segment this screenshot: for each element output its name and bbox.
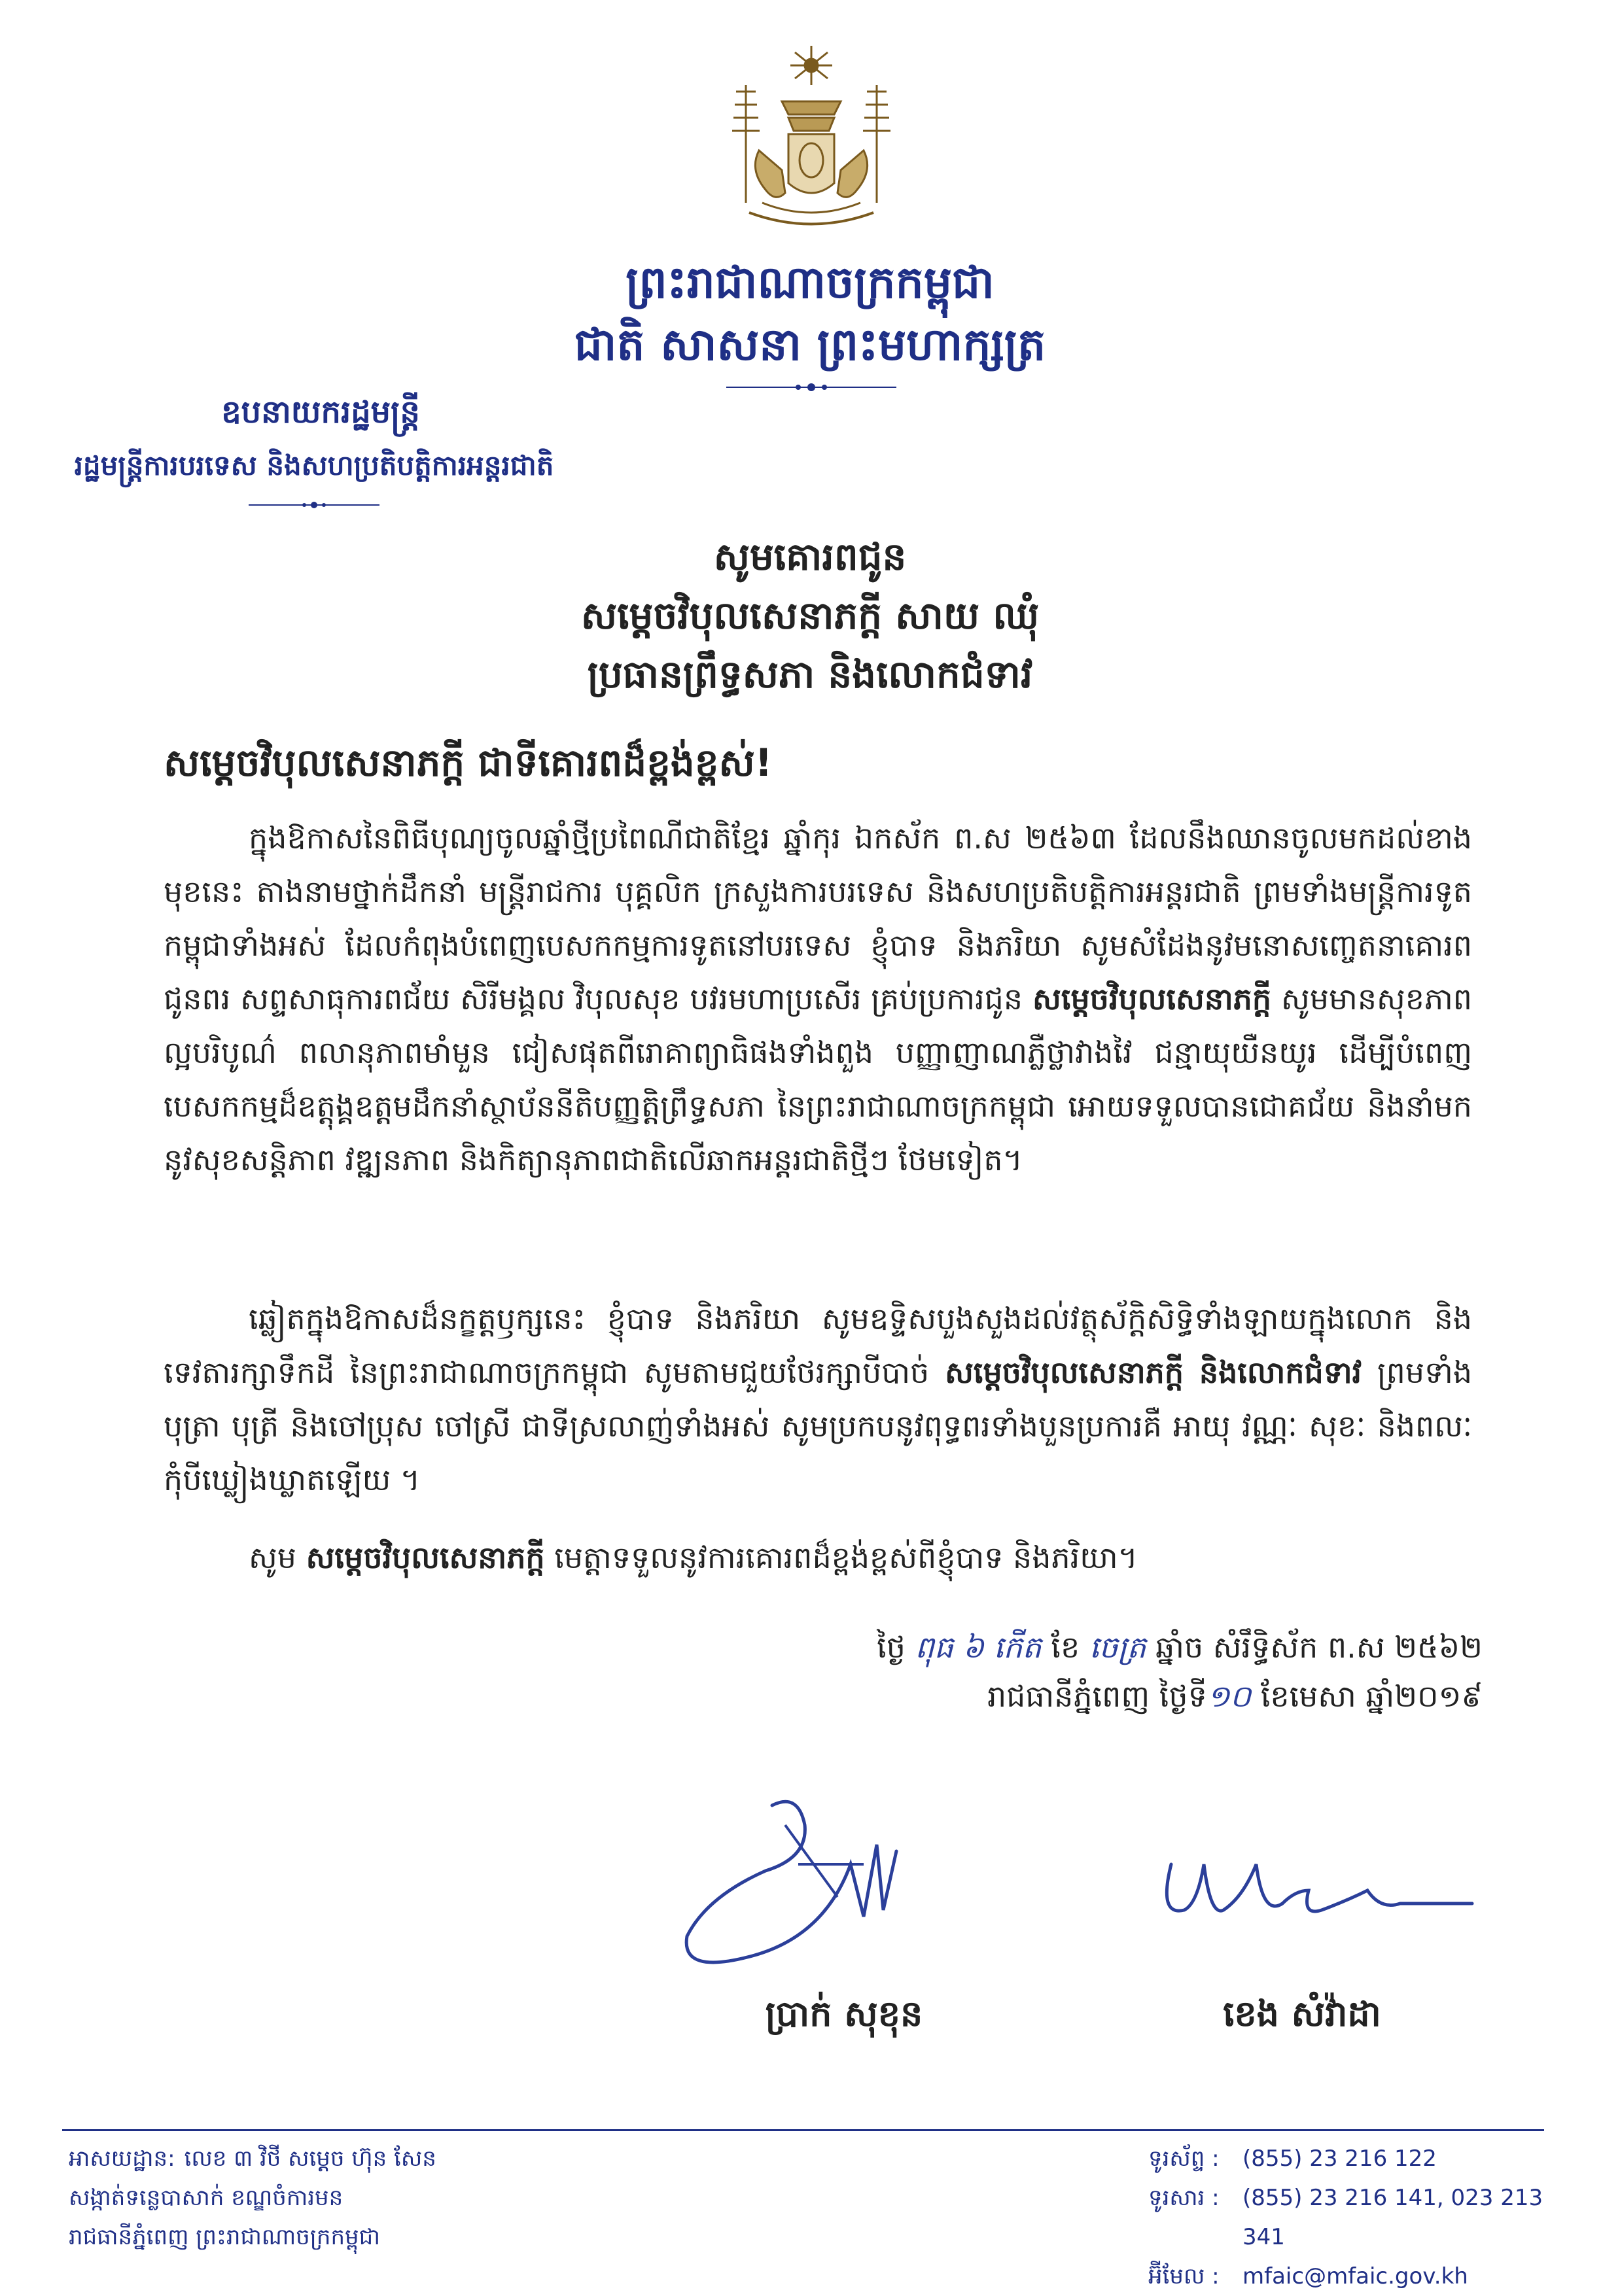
date-month-label: ខែ	[1051, 1629, 1080, 1665]
place-date-prefix: រាជធានីភ្នំពេញ ថ្ងៃទី	[987, 1679, 1207, 1714]
p1-text-a: ក្នុងឱកាសនៃពិធីបុណ្យចូលឆ្នាំថ្មីប្រពៃណីជាតិខ្មែរ ឆ្នាំកុរ ឯកស័ក ព.ស ២៥៦៣ ដែលនឹងឈានចូលមកដល់ខាងមុខនេះ តាងនាមថ្នាក់ដឹកនាំ មន្ត្រីរាជការ បុគ្គលិក ក្រសួងការបរទេស និងសហប្រតិបត្តិការអន្តរជាតិ ព្រមទាំងមន្ត្រីការទូតកម្ពុជាទាំងអស់ ដែលកំពុងបំពេញបេសកកម្មការទូតនៅបរទេស ខ្ញុំបាទ និងភរិយា សូមសំដែងនូវមនោសញ្ចេតនាគោរពជូនពរ សព្ទសាធុការពជ័យ សិរីមង្គល វិបុលសុខ បវរមហាប្រសើរ គ្រប់ប្រការជូន	[164, 820, 1472, 1017]
signature-left	[667, 1786, 942, 1982]
salutation: សម្តេចវិបុលសេនាភក្តី ជាទីគោរពដ៏ខ្ពង់ខ្ពស់!	[164, 740, 773, 785]
email-link[interactable]: mfaic@mfaic.gov.kh	[1242, 2263, 1468, 2289]
divider-ornament-small	[249, 497, 379, 513]
address-line-1: លេខ ៣ វិថី សម្តេច ហ៊ុន សែន	[184, 2146, 436, 2172]
signatory-right-name: ខេង សំវ៉ាដា	[1223, 1993, 1381, 2034]
addressee-name: សម្តេចវិបុលសេនាភក្តី សាយ ឈុំ	[580, 593, 1040, 638]
p2-emphasis-1: សម្តេចវិបុលសេនាភក្តី	[945, 1355, 1184, 1390]
date-handwritten-month: ចេត្រ	[1089, 1629, 1146, 1665]
p1-emphasis: សម្តេចវិបុលសេនាភក្តី	[1032, 981, 1272, 1017]
address-label: អាសយដ្ឋាន:	[69, 2146, 175, 2172]
phone-value: (855) 23 216 122	[1242, 2146, 1437, 2172]
place-date-suffix: ខែមេសា ឆ្នាំ២០១៩	[1260, 1679, 1483, 1714]
addressee-title: ប្រធានព្រឹទ្ធសភា និងលោកជំទាវ	[587, 652, 1033, 697]
fax-value: (855) 23 216 141, 023 213 341	[1242, 2185, 1543, 2250]
national-motto: ជាតិ សាសនា ព្រះមហាក្សត្រ	[574, 319, 1046, 371]
p1-text-b: សូមមានសុខភាពល្អបរិបូណ៌ ពលានុភាពមាំមួន ជៀសផុតពីរោគាព្យាធិផងទាំងពួង បញ្ញាញាណភ្លឺថ្លាវាងវៃ ជន្មាយុយឺនយូរ ដើម្បីបំពេញបេសកកម្មដ៏ឧត្តុង្គឧត្តមដឹកនាំស្ថាប័ននីតិបញ្ញត្តិព្រឹទ្ធសភា នៃព្រះរាជាណាចក្រកម្ពុជា អោយទទួលបានជោគជ័យ និងនាំមកនូវសុខសន្តិភាព វឌ្ឍនភាព និងកិត្យានុភាពជាតិលើឆាកអន្តរជាតិថ្មីៗ ថែមទៀត។	[164, 981, 1473, 1177]
addressee-greeting: សូមគោរពជូន	[713, 534, 907, 579]
lunar-date	[877, 1629, 1483, 1673]
phone-label: ទូរស័ព្ទ :	[1148, 2146, 1220, 2172]
footer-address	[69, 2139, 723, 2257]
p2-text-b: ព្រមទាំងបុត្រា បុត្រី និងចៅប្រុស ចៅស្រី ជាទីស្រលាញ់ទាំងអស់ សូមប្រកបនូវពុទ្ធពរទាំងបួនប្រការគឺ អាយុ វណ្ណៈ សុខៈ និងពលៈ កុំបីឃ្លៀងឃ្លាតឡើយ ។	[164, 1355, 1473, 1497]
date-prefix: ថ្ងៃ	[877, 1629, 906, 1665]
signatory-left-name: ប្រាក់ សុខុន	[765, 1993, 923, 2034]
p2-mid: និង	[1199, 1355, 1238, 1390]
solar-date	[987, 1678, 1483, 1722]
p3-emphasis: សម្តេចវិបុលសេនាភក្តី	[306, 1540, 545, 1575]
kingdom-name: ព្រះរាជាណាចក្រកម្ពុជា	[625, 257, 995, 309]
email-label: អ៊ីមែល :	[1148, 2263, 1220, 2289]
p2-emphasis-2: លោកជំទាវ	[1237, 1355, 1362, 1390]
ministry-title: រដ្ឋមន្ត្រីការបរទេស និងសហប្រតិបត្តិការអន្តរជាតិ	[74, 449, 554, 481]
date-year: ឆ្នាំច សំរឹទ្ធិស័ក ព.ស ២៥៦២	[1155, 1629, 1483, 1665]
signature-right	[1152, 1838, 1479, 1936]
address-line-3: រាជធានីភ្នំពេញ ព្រះរាជាណាចក្រកម្ពុជា	[69, 2224, 380, 2250]
p2-text-a: ឆ្លៀតក្នុងឱកាសដ៏នក្ខត្តឫក្សនេះ ខ្ញុំបាទ និងភរិយា សូមឧទ្ទិសបួងសួងដល់វត្ថុស័ក្តិសិទ្ធិទាំងឡាយក្នុងលោក និងទេវតារក្សាទឹកដី នៃព្រះរាជាណាចក្រកម្ពុជា សូមតាមជួយថែរក្សាបីបាច់	[164, 1301, 1472, 1390]
footer-divider	[62, 2129, 1544, 2131]
date-handwritten-day: ពុធ ៦ កើត	[915, 1629, 1042, 1665]
date-handwritten-number: ១០	[1206, 1679, 1252, 1714]
footer-contacts	[1148, 2139, 1567, 2296]
royal-arms-emblem	[703, 39, 919, 242]
body-paragraph-2	[164, 1292, 1472, 1506]
office-title: ឧបនាយករដ្ឋមន្ត្រី	[221, 394, 420, 430]
body-paragraph-3	[164, 1531, 1472, 1584]
p3-text-b: មេត្តាទទួលនូវការគោរពដ៏ខ្ពង់ខ្ពស់ពីខ្ញុំបាទ និងភរិយា។	[554, 1540, 1138, 1575]
fax-label: ទូរសារ :	[1148, 2185, 1220, 2211]
body-paragraph-1	[164, 811, 1472, 1187]
address-line-2: សង្កាត់ទន្លេបាសាក់ ខណ្ឌចំការមន	[69, 2185, 343, 2211]
p3-text-a: សូម	[249, 1540, 296, 1575]
divider-ornament	[726, 379, 896, 395]
